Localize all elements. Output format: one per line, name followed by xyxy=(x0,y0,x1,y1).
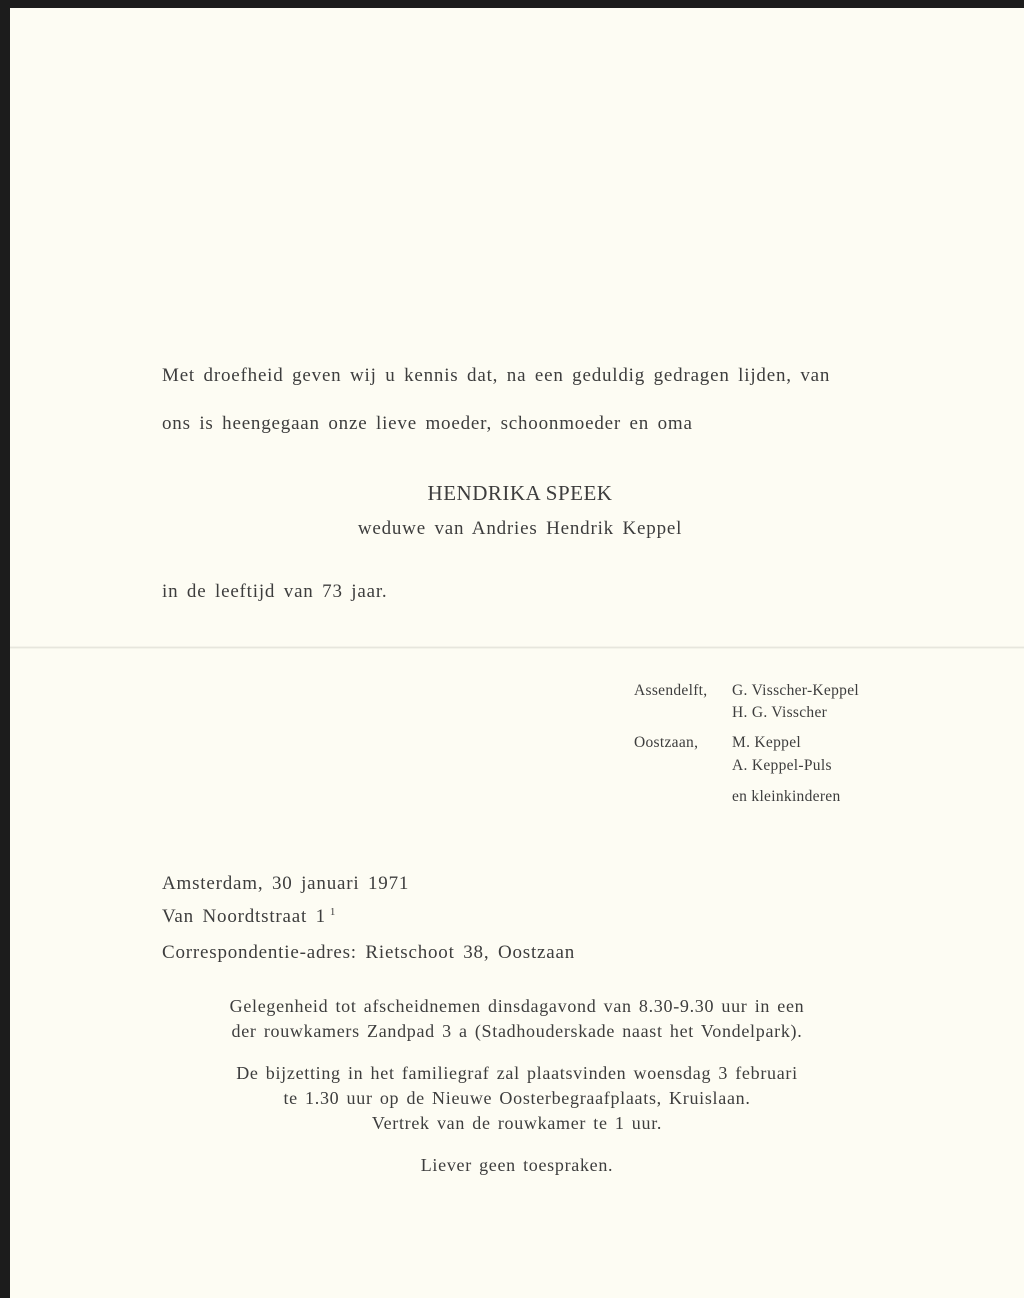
street-name: Van Noordtstraat 1 xyxy=(162,906,326,927)
family-name: M. Keppel xyxy=(732,734,801,751)
card-border-top xyxy=(0,0,1024,8)
age-line: in de leeftijd van 73 jaar. xyxy=(162,581,388,602)
intro-line-2: ons is heengegaan onze lieve moeder, schoonmoeder en oma xyxy=(162,413,693,434)
burial-line-1: De bijzetting in het familiegraf zal plaatsvinden woensdag 3 februari xyxy=(236,1063,798,1083)
place-date: Amsterdam, 30 januari 1971 xyxy=(162,873,410,894)
family-place-assendelft: Assendelft, xyxy=(634,682,708,699)
family-name: G. Visscher-Keppel xyxy=(732,682,859,699)
burial-line-3: Vertrek van de rouwkamer te 1 uur. xyxy=(371,1113,663,1133)
widow-of-line: weduwe van Andries Hendrik Keppel xyxy=(357,518,683,539)
closing-line: Liever geen toespraken. xyxy=(420,1155,614,1175)
grandchildren-line: en kleinkinderen xyxy=(732,788,841,805)
paper-fold-line xyxy=(10,646,1024,649)
intro-line-1: Met droefheid geven wij u kennis dat, na een geduldig gedragen lijden, van xyxy=(162,365,831,386)
farewell-line-2: der rouwkamers Zandpad 3 a (Stadhouderskade naast het Vondelpark). xyxy=(231,1021,803,1041)
burial-line-2: te 1.30 uur op de Nieuwe Oosterbegraafplaats, Kruislaan. xyxy=(283,1088,751,1108)
street-address xyxy=(162,906,336,928)
family-place-oostzaan: Oostzaan, xyxy=(634,734,699,751)
correspondence-address: Correspondentie-adres: Rietschoot 38, Oostzaan xyxy=(162,942,576,963)
deceased-name: HENDRIKA SPEEK xyxy=(427,481,613,505)
family-name: A. Keppel-Puls xyxy=(732,757,832,774)
family-name: H. G. Visscher xyxy=(732,704,828,721)
street-superscript: 1 xyxy=(329,906,337,918)
farewell-line-1: Gelegenheid tot afscheidnemen dinsdagavond van 8.30-9.30 uur in een xyxy=(229,996,805,1016)
